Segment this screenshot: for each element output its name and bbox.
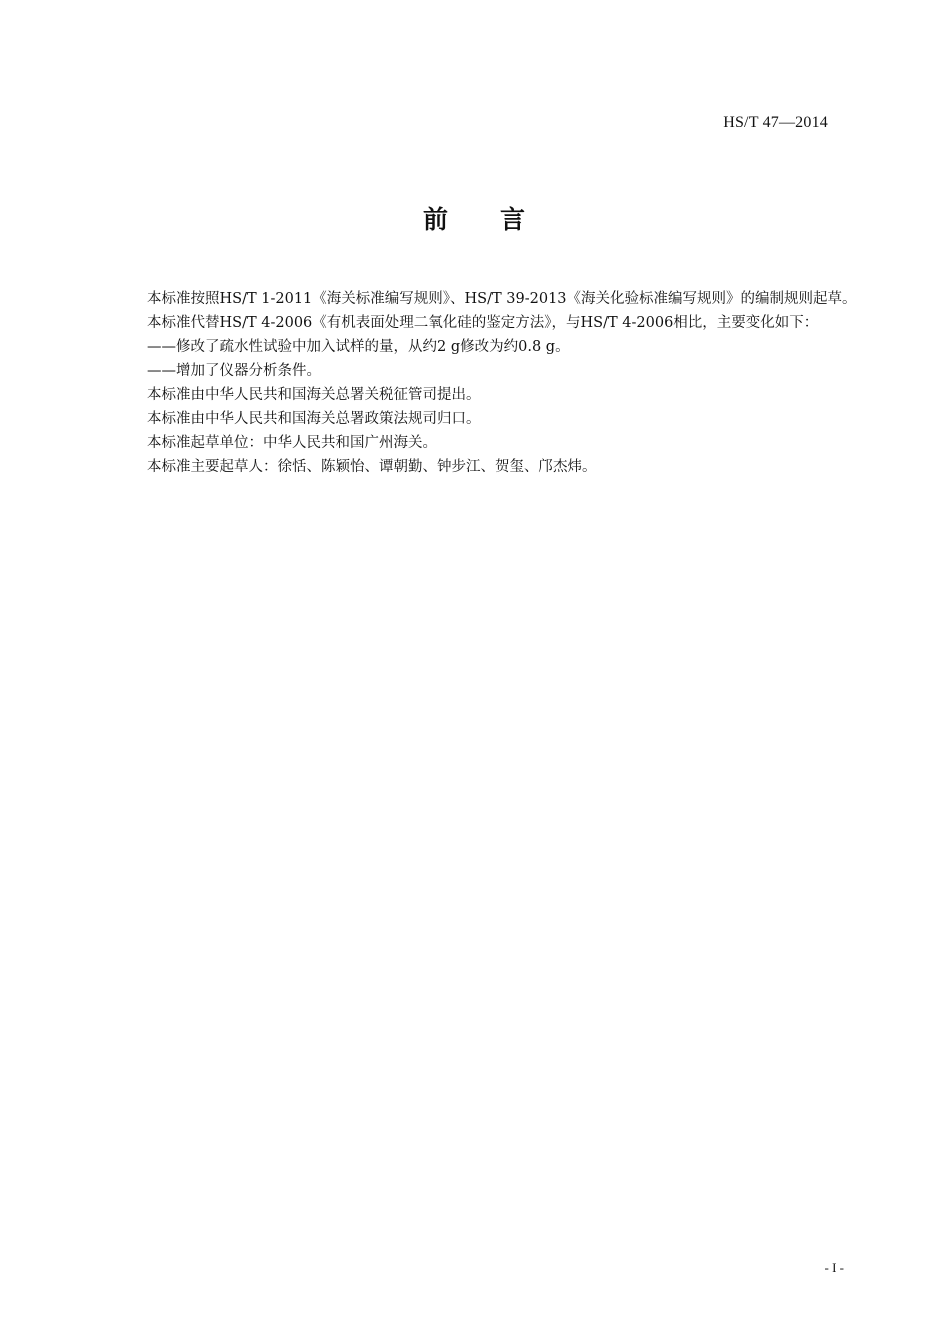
paragraph-drafting-unit: 本标准起草单位：中华人民共和国广州海关。 <box>147 435 437 451</box>
paragraph-change-1: ——修改了疏水性试验中加入试样的量，从约2 g修改为约0.8 g。 <box>147 339 570 355</box>
paragraph-replacement: 本标准代替HS/T 4-2006《有机表面处理二氧化硅的鉴定方法》，与HS/T 4-2006相比，主要变化如下： <box>147 315 819 331</box>
page-number: - I - <box>824 1260 844 1275</box>
paragraph-proposed-by: 本标准由中华人民共和国海关总署关税征管司提出。 <box>147 387 481 403</box>
page-title <box>0 200 950 236</box>
paragraph-drafting-rules: 本标准按照HS/T 1-2011《海关标准编写规则》、HS/T 39-2013《海关化验标准编写规则》的编制规则起草。 <box>147 291 857 307</box>
title-char-1: 前 <box>422 205 450 234</box>
paragraph-centralized-by: 本标准由中华人民共和国海关总署政策法规司归口。 <box>147 411 481 427</box>
foreword-body <box>113 287 863 479</box>
title-char-2: 言 <box>500 205 528 234</box>
document-code: HS/T 47—2014 <box>723 114 828 131</box>
paragraph-drafters: 本标准主要起草人：徐恬、陈颖怡、谭朝勤、钟步江、贺玺、邝杰炜。 <box>147 459 597 475</box>
paragraph-change-2: ——增加了仪器分析条件。 <box>147 363 321 379</box>
